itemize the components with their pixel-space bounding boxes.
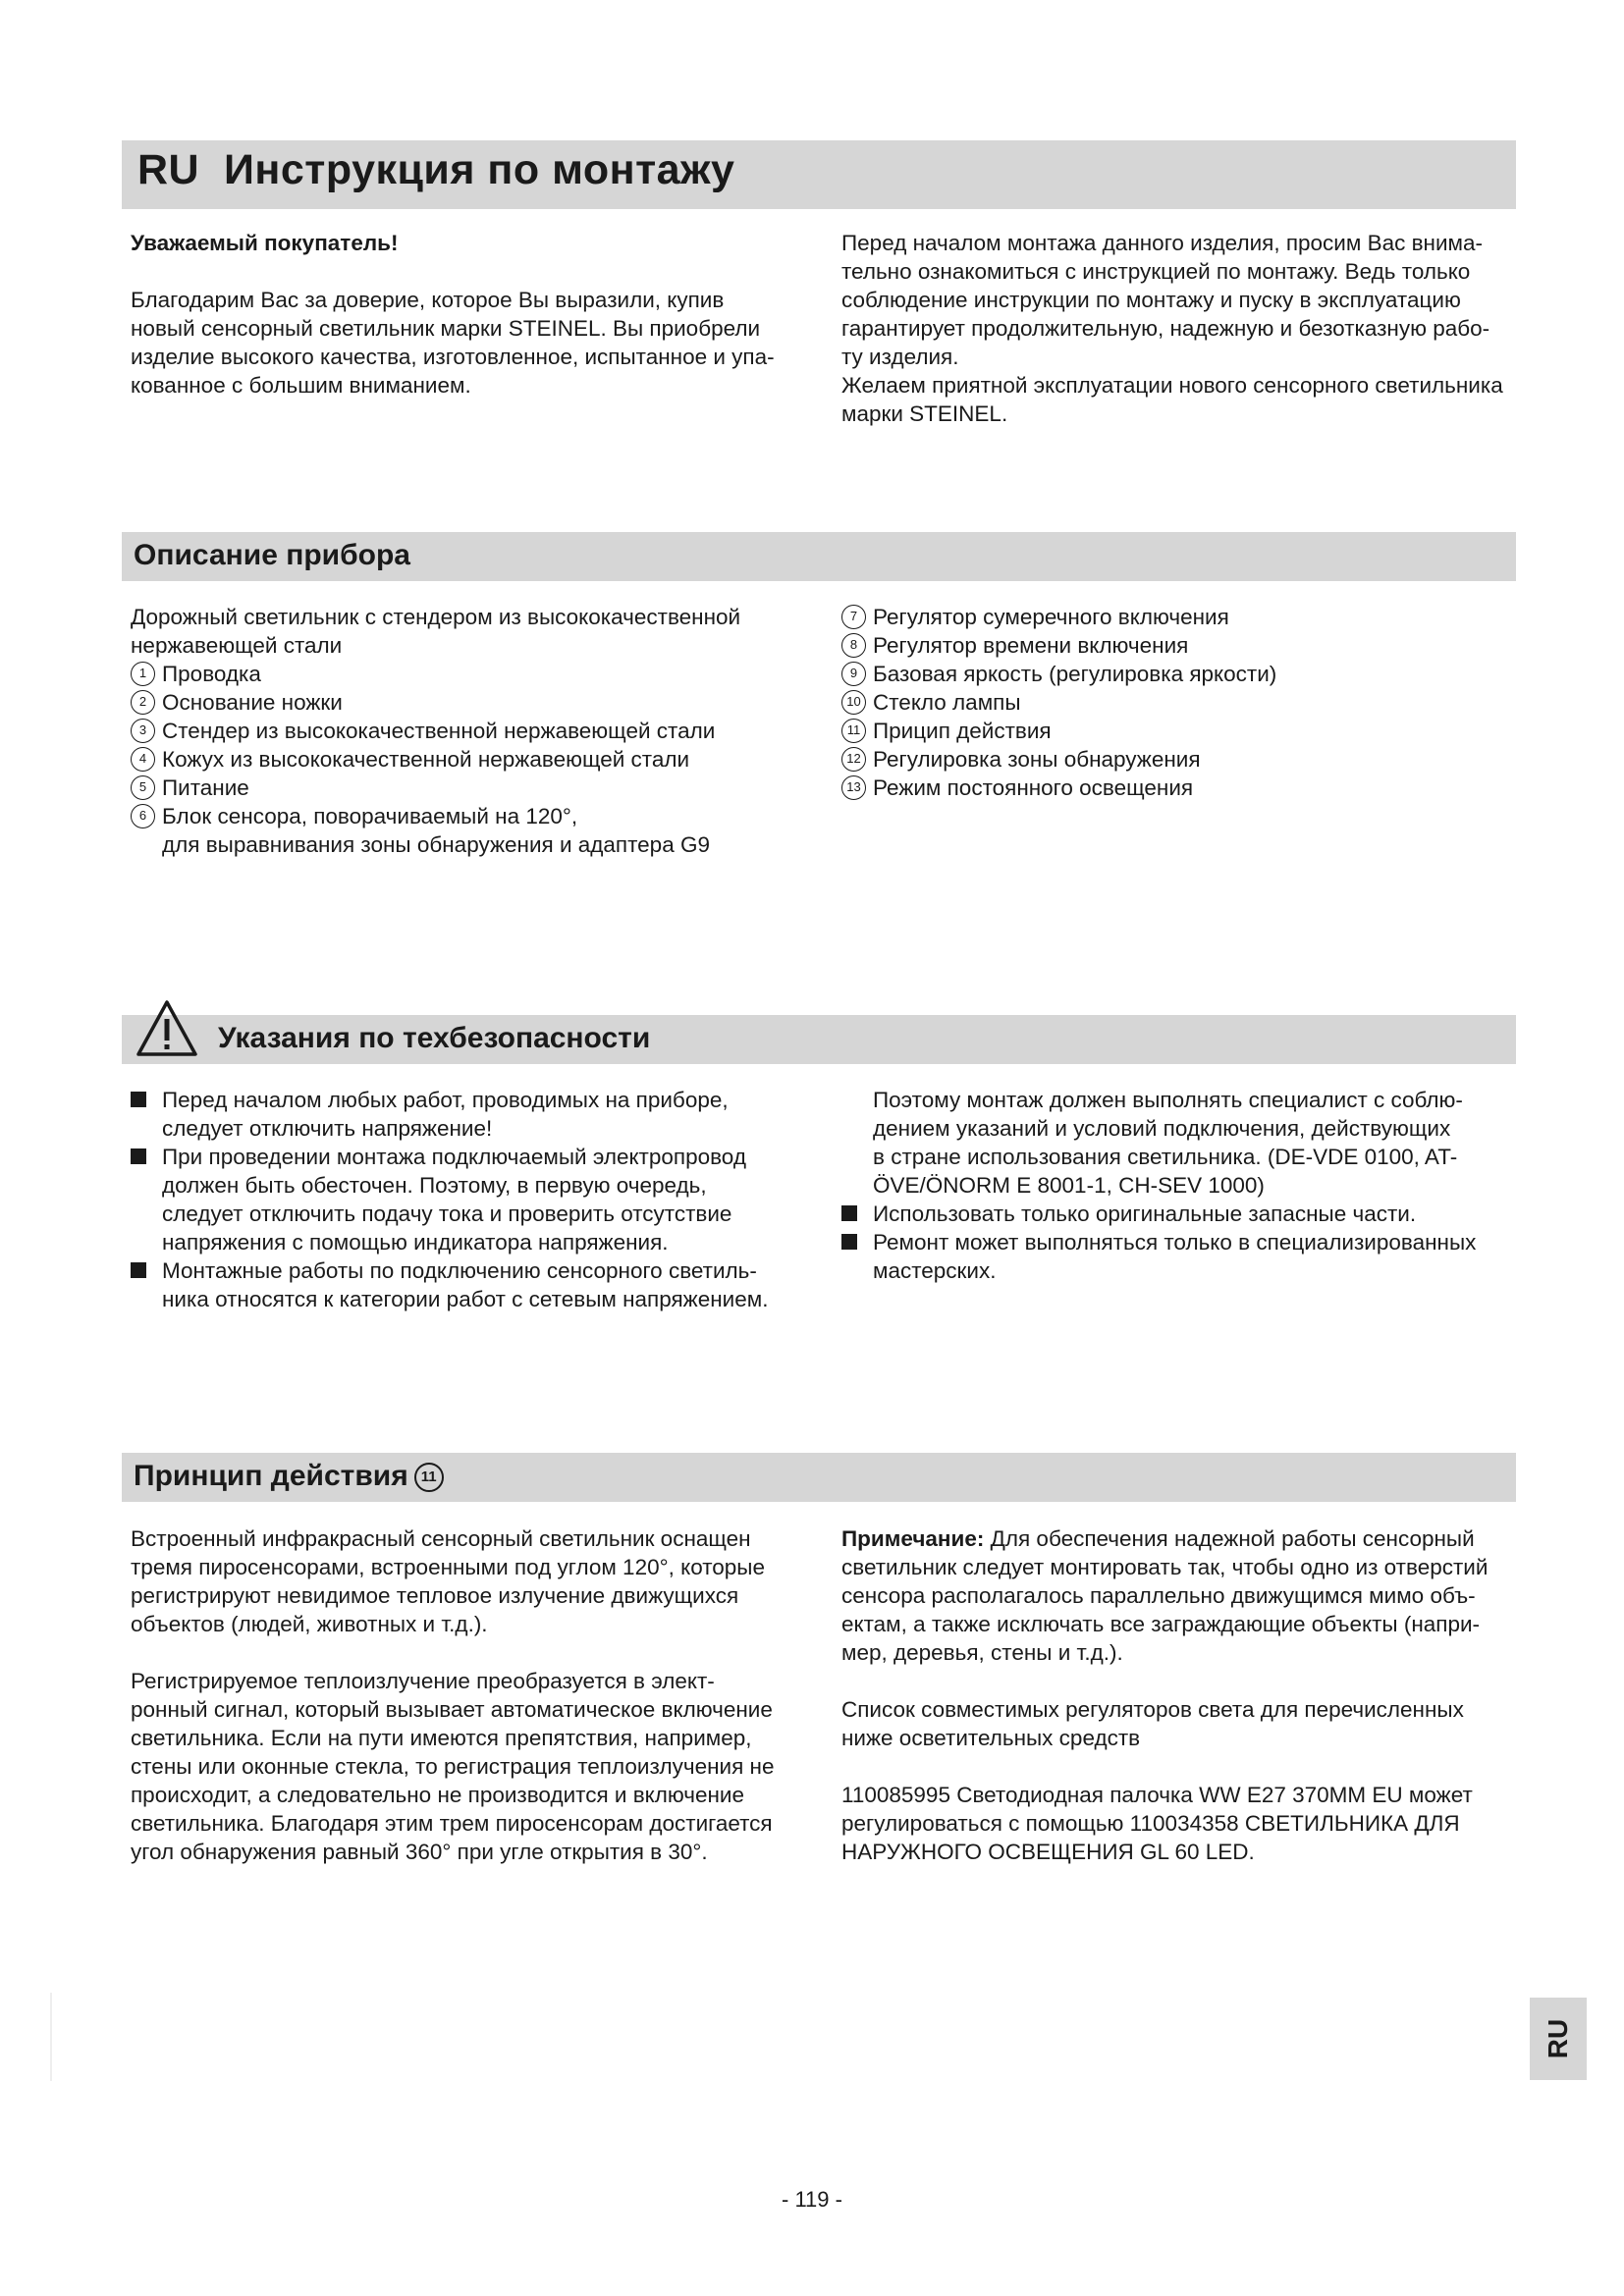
intro-right-text: Перед началом монтажа данного изделия, просим Вас внима- тельно ознакомиться с инструкцией по монтажу. Ведь только соблюдение инструкции по монтажу и пуску в эксплуатацию гарантирует продолжительную, надежную и безотказную рабо- ту изделия. Желаем приятной эксплуатации нового сенсорного светильника марки STEINEL.: [841, 231, 1503, 426]
desc-left-item-text: Основание ножки: [162, 690, 343, 715]
safety-bar: [122, 1015, 1516, 1064]
description-title: Описание прибора: [134, 539, 410, 571]
bullet-text: Перед началом любых работ, проводимых на приборе, следует отключить напряжение!: [162, 1088, 729, 1141]
description-lead: Дорожный светильник с стендером из высококачественной нержавеющей стали: [131, 605, 741, 658]
desc-left-item: [131, 660, 808, 688]
bullet-text: Ремонт может выполняться только в специализированных мастерских.: [873, 1230, 1477, 1283]
desc-left-item-text: Кожух из высококачественной нержавеющей стали: [162, 747, 690, 772]
circled-number-icon: 6: [131, 804, 155, 828]
circled-number-icon: 9: [841, 662, 866, 686]
bullet-text: При проведении монтажа подключаемый электропровод должен быть обесточен. Поэтому, в первую очередь, следует отключить подачу тока и проверить отсутствие напряжения с помощью индикатора напряжения.: [162, 1145, 746, 1255]
desc-right-item: [841, 631, 1509, 660]
safety-right-intro: Поэтому монтаж должен выполнять специалист с соблю- дением указаний и условий подключения, действующих в стране использования светильника. (DE-VDE 0100, AT- ÖVE/ÖNORM E 8001-1, CH-SEV 1000): [873, 1088, 1463, 1198]
circled-number-icon: 8: [841, 633, 866, 658]
circled-number-icon: 12: [841, 747, 866, 772]
page-title-bar: [122, 140, 1516, 209]
description-list-right: [841, 603, 1509, 802]
intro-left-text: Благодарим Вас за доверие, которое Вы выразили, купив новый сенсорный светильник марки STEINEL. Вы приобрели изделие высокого качества, изготовленное, испытанное и упа- кованное с большим вниманием.: [131, 288, 775, 398]
desc-left-item: [131, 802, 808, 859]
desc-right-item-text: Прицип действия: [873, 719, 1052, 743]
greeting: Уважаемый покупатель!: [131, 231, 399, 255]
desc-right-item-text: Базовая яркость (регулировка яркости): [873, 662, 1277, 686]
circled-number-icon: 11: [841, 719, 866, 743]
page-number: - 119 -: [782, 2187, 842, 2212]
bullet-item: [841, 1200, 1509, 1228]
note-text: Для обеспечения надежной работы сенсорный светильник следует монтировать так, чтобы одно из отверстий сенсора располагалось параллельно движущимся мимо объ- ектам, а также исключать все заграждающие объекты (напри- мер, деревья, стены и т.д.).: [841, 1526, 1489, 1665]
square-bullet-icon: [131, 1148, 146, 1164]
circled-number-icon: 4: [131, 747, 155, 772]
circled-number-icon: 10: [841, 690, 866, 715]
intro-left: [131, 229, 808, 400]
page-title-text: Инструкция по монтажу: [224, 146, 735, 193]
desc-right-item: [841, 688, 1509, 717]
dimmer-compatibility: 110085995 Светодиодная палочка WW E27 370MM EU может регулироваться с помощью 110034358 СВЕТИЛЬНИКА ДЛЯ НАРУЖНОГО ОСВЕЩЕНИЯ GL 60 LED.: [841, 1783, 1473, 1864]
bullet-item: [131, 1086, 808, 1143]
principle-title-text: Принцип действия: [134, 1460, 408, 1492]
principle-title: [134, 1460, 444, 1493]
description-bar: [122, 532, 1516, 581]
desc-left-item-text: Питание: [162, 775, 249, 800]
desc-right-item: [841, 717, 1509, 745]
principle-paragraph-1: Встроенный инфракрасный сенсорный светильник оснащен тремя пиросенсорами, встроенными под углом 120°, которые регистрируют невидимое тепловое излучение движущихся объектов (людей, животных и т.д.).: [131, 1526, 765, 1636]
warning-triangle-icon: [135, 999, 198, 1058]
note-label: Примечание:: [841, 1526, 985, 1551]
circled-number-icon: 1: [131, 662, 155, 686]
principle-left: [131, 1524, 808, 1866]
square-bullet-icon: [131, 1262, 146, 1278]
bullet-text: Использовать только оригинальные запасные части.: [873, 1201, 1417, 1226]
desc-right-item: [841, 774, 1509, 802]
safety-right: [841, 1086, 1509, 1285]
desc-right-item-text: Режим постоянного освещения: [873, 775, 1194, 800]
desc-right-item: [841, 660, 1509, 688]
circled-number-icon: 13: [841, 775, 866, 800]
language-tab-label: RU: [1543, 2018, 1573, 2059]
page-title: [137, 146, 734, 194]
desc-left-item: [131, 688, 808, 717]
circled-number-icon: 7: [841, 605, 866, 629]
desc-right-item-text: Регулировка зоны обнаружения: [873, 747, 1201, 772]
desc-right-item: [841, 745, 1509, 774]
intro-right: [841, 229, 1509, 428]
desc-right-item-text: Регулятор времени включения: [873, 633, 1189, 658]
page-title-code: RU: [137, 146, 200, 193]
desc-left-item: [131, 774, 808, 802]
bullet-item: [131, 1256, 808, 1313]
square-bullet-icon: [841, 1205, 857, 1221]
desc-right-item-text: Стекло лампы: [873, 690, 1021, 715]
desc-left-item: [131, 717, 808, 745]
desc-left-item: [131, 745, 808, 774]
desc-right-item-text: Регулятор сумеречного включения: [873, 605, 1229, 629]
desc-left-item-text: Проводка: [162, 662, 261, 686]
description-left: [131, 603, 808, 859]
circled-number-icon: 3: [131, 719, 155, 743]
dimmer-list-intro: Список совместимых регуляторов света для перечисленных ниже осветительных средств: [841, 1697, 1464, 1750]
principle-number-icon: 11: [414, 1463, 444, 1492]
bullet-text: Монтажные работы по подключению сенсорного светиль- ника относятся к категории работ с сетевым напряжением.: [162, 1258, 769, 1311]
circled-number-icon: 5: [131, 775, 155, 800]
bullet-item: [841, 1228, 1509, 1285]
principle-paragraph-2: Регистрируемое теплоизлучение преобразуется в элект- ронный сигнал, который вызывает автоматическое включение светильника. Если на пути имеются препятствия, например, стены или оконные стекла, то регистрация теплоизлучения не происходит, а следовательно не производится и включение светильника. Благодаря этим трем пиросенсорам достигается угол обнаружения равный 360° при угле открытия в 30°.: [131, 1669, 775, 1864]
safety-title: Указания по техбезопасности: [218, 1022, 651, 1054]
description-right: [841, 603, 1509, 802]
desc-right-item: [841, 603, 1509, 631]
safety-bullets-right: [841, 1200, 1509, 1285]
safety-bullets-left: [131, 1086, 808, 1313]
desc-left-item-text: Стендер из высококачественной нержавеющей стали: [162, 719, 716, 743]
language-tab: [1530, 1998, 1587, 2080]
principle-note: [841, 1524, 1509, 1667]
principle-right: [841, 1524, 1509, 1866]
bullet-item: [131, 1143, 808, 1256]
square-bullet-icon: [841, 1234, 857, 1250]
circled-number-icon: 2: [131, 690, 155, 715]
square-bullet-icon: [131, 1092, 146, 1107]
desc-left-item-text: Блок сенсора, поворачиваемый на 120°, для выравнивания зоны обнаружения и адаптера G9: [162, 804, 710, 857]
safety-left: [131, 1086, 808, 1313]
principle-bar: [122, 1453, 1516, 1502]
description-list-left: [131, 660, 808, 859]
scan-edge-mark: [50, 1993, 52, 2081]
